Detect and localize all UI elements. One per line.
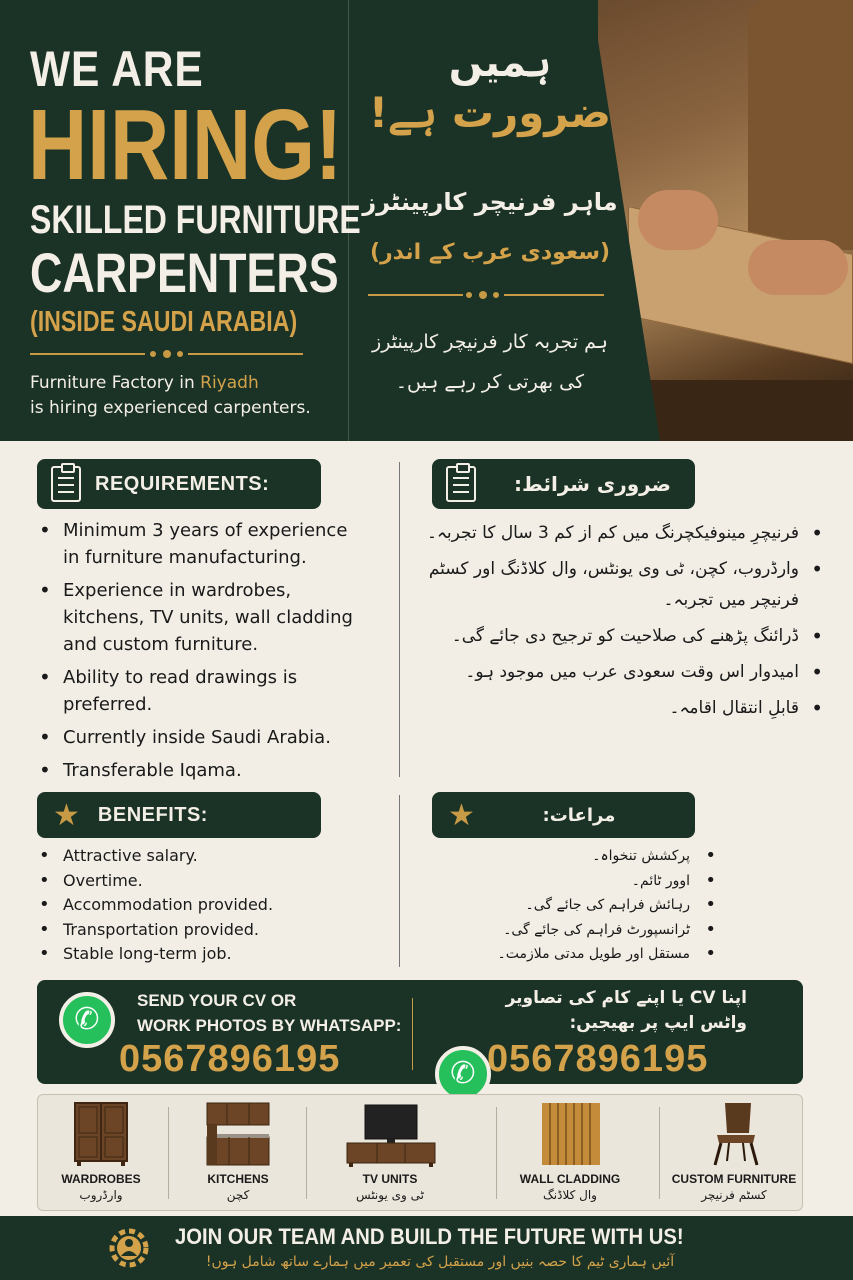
benefits-heading-urdu (432, 792, 695, 838)
column-divider (399, 795, 400, 967)
benefits-title-urdu: مراعات: (542, 804, 616, 826)
category-label: TV UNITS (362, 1172, 418, 1186)
benefits-list-en (37, 844, 367, 967)
category-label-urdu: ٹی وی یونٹس (356, 1188, 424, 1202)
list-item: • اوور ٹائم۔ (470, 869, 720, 894)
wall-cladding-icon (540, 1101, 602, 1167)
requirements-list-ur (420, 518, 825, 729)
urdu-divider-right (504, 294, 604, 296)
inside-saudi-text: (INSIDE SAUDI ARABIA) (30, 306, 298, 338)
list-item: • مستقل اور طویل مدتی ملازمت۔ (470, 942, 720, 967)
factory-line2: is hiring experienced carpenters. (30, 398, 311, 418)
hiring-headline: HIRING! (28, 89, 343, 201)
divider-dot (493, 292, 499, 298)
list-item: • Transportation provided. (37, 918, 367, 943)
list-item: • Stable long-term job. (37, 942, 367, 967)
header-banner (0, 0, 853, 441)
right-hand-shape (748, 240, 848, 295)
skilled-furniture-text: SKILLED FURNITURE (30, 198, 361, 242)
list-item: • Minimum 3 years of experience in furniture manufacturing. (37, 517, 367, 571)
urdu-mahir-carpenters: ماہر فرنیچر کارپینٹرز (362, 188, 618, 216)
list-item: • Accommodation provided. (37, 893, 367, 918)
list-item: • ڈرائنگ پڑھنے کی صلاحیت کو ترجیح دی جائے گی۔ (420, 621, 825, 652)
send-cv-line1: SEND YOUR CV OR (137, 991, 297, 1010)
requirements-title: REQUIREMENTS: (95, 472, 270, 495)
send-cv-line2: WORK PHOTOS BY WHATSAPP: (137, 1016, 402, 1035)
factory-prefix: Furniture Factory in (30, 373, 201, 393)
list-item: • Experience in wardrobes, kitchens, TV units, wall cladding and custom furniture. (37, 577, 367, 658)
requirements-heading-urdu (432, 459, 695, 509)
divider-dot (177, 351, 183, 357)
send-cv-text-urdu (497, 986, 747, 1036)
send-cv-urdu-line1: اپنا CV یا اپنے کام کی تصاویر (505, 988, 747, 1008)
category-tv-units (315, 1095, 465, 1210)
divider-dot (150, 351, 156, 357)
phone-number-en[interactable]: 0567896195 (119, 1038, 341, 1080)
carpenters-text: CARPENTERS (30, 241, 339, 304)
urdu-description (360, 322, 620, 402)
category-label: CUSTOM FURNITURE (671, 1172, 797, 1186)
list-item: • وارڈروب، کچن، ٹی وی یونٹس، وال کلاڈنگ اور کسٹم فرنیچر میں تجربہ۔ (420, 554, 825, 616)
urdu-inside-saudi: (سعودی عرب کے اندر) (369, 240, 611, 265)
divider-dot (466, 292, 472, 298)
footer-banner (0, 1216, 853, 1280)
factory-description (30, 371, 311, 421)
category-label-urdu: کسٹم فرنیچر (701, 1188, 767, 1202)
benefits-title: BENEFITS: (97, 803, 208, 826)
send-cv-urdu-line2: واٹس ایپ پر بھیجیں: (569, 1013, 747, 1033)
list-item: • Overtime. (37, 869, 367, 894)
chair-icon (707, 1101, 765, 1167)
we-are-text: WE ARE (30, 41, 204, 97)
star-icon: ★ (448, 797, 475, 833)
urdu-description-line2: کی بھرتی کر رہے ہیں۔ (395, 371, 585, 393)
list-item: • Transferable Iqama. (37, 757, 367, 784)
category-wardrobes (26, 1095, 176, 1210)
factory-city: Riyadh (200, 373, 259, 393)
apron-shape (748, 0, 853, 250)
divider-line-left (30, 353, 145, 355)
left-hand-shape (638, 190, 718, 250)
category-custom-furniture (659, 1095, 809, 1210)
requirements-heading (37, 459, 321, 509)
kitchen-icon (205, 1101, 271, 1167)
category-kitchens (163, 1095, 313, 1210)
category-label: WALL CLADDING (519, 1172, 621, 1186)
column-divider (399, 462, 400, 777)
urdu-divider-left (368, 294, 463, 296)
urdu-description-line1: ہم تجربہ کار فرنیچر کارپینٹرز (372, 331, 608, 353)
category-label-urdu: وارڈروب (79, 1188, 123, 1202)
team-gear-icon (105, 1224, 153, 1272)
clipboard-icon (51, 466, 81, 502)
list-item: • Attractive salary. (37, 844, 367, 869)
category-label-urdu: کچن (226, 1188, 250, 1202)
footer-slogan-urdu: آئیں ہماری ٹیم کا حصہ بنیں اور مستقبل کی تعمیر میں ہمارے ساتھ شامل ہوں! (205, 1254, 675, 1270)
list-item: • پرکشش تنخواہ۔ (470, 844, 720, 869)
whatsapp-icon[interactable] (59, 992, 115, 1048)
divider-dot (163, 350, 171, 358)
category-label-urdu: وال کلاڈنگ (543, 1188, 597, 1202)
urdu-hamain: ہمیں (448, 40, 552, 86)
category-divider (306, 1107, 307, 1199)
list-item: • امیدوار اس وقت سعودی عرب میں موجود ہو۔ (420, 657, 825, 688)
requirements-list-en (37, 517, 367, 790)
list-item: • ٹرانسپورٹ فراہم کی جائے گی۔ (470, 918, 720, 943)
tv-unit-icon (345, 1103, 437, 1167)
list-item: • رہائش فراہم کی جائے گی۔ (470, 893, 720, 918)
divider-line-right (188, 353, 303, 355)
urdu-zarurat: ضرورت ہے! (368, 88, 612, 137)
list-item: • Ability to read drawings is preferred. (37, 664, 367, 718)
list-item: • قابلِ انتقال اقامہ۔ (420, 693, 825, 724)
footer-slogan: JOIN OUR TEAM AND BUILD THE FUTURE WITH US! (175, 1224, 684, 1249)
requirements-title-urdu: ضروری شرائط: (514, 472, 671, 496)
whatsapp-contact-box (37, 980, 803, 1084)
category-label: KITCHENS (207, 1172, 269, 1186)
furniture-categories (37, 1094, 803, 1211)
contact-divider (412, 998, 413, 1070)
divider-dot (479, 291, 487, 299)
benefits-heading (37, 792, 321, 838)
category-label: WARDROBES (61, 1172, 141, 1186)
benefits-list-ur (470, 844, 720, 967)
send-cv-text (137, 988, 401, 1038)
clipboard-icon (446, 466, 476, 502)
star-icon: ★ (53, 797, 80, 833)
list-item: • فرنیچرِ مینوفیکچرنگ میں کم از کم 3 سال کا تجربہ۔ (420, 518, 825, 549)
wardrobe-icon (71, 1101, 131, 1167)
category-wall-cladding (495, 1095, 645, 1210)
phone-number-ur[interactable]: 0567896195 (487, 1038, 709, 1080)
list-item: • Currently inside Saudi Arabia. (37, 724, 367, 751)
